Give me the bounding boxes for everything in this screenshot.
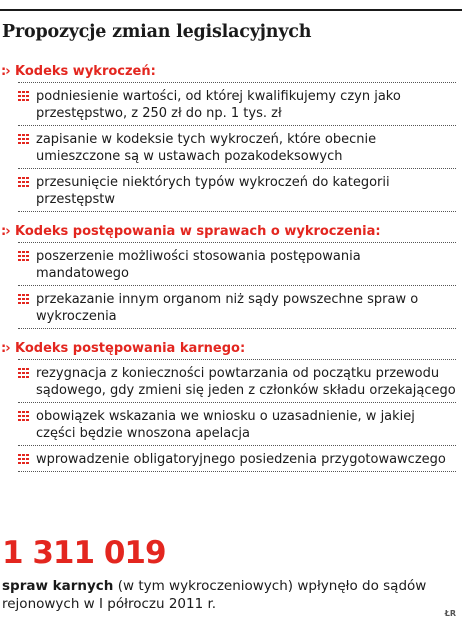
- author-initials: ŁR: [444, 609, 456, 618]
- list-item: [18, 242, 456, 285]
- page-title: Propozycje zmian legislacyjnych: [2, 22, 312, 42]
- bullet-grid-icon: [18, 177, 29, 187]
- section-kodeks-wykroczen: [0, 60, 440, 212]
- bullet-grid-icon: [18, 368, 29, 378]
- stat-number: 1 311 019: [2, 535, 166, 571]
- list-item: [18, 445, 456, 472]
- list-item: [18, 125, 456, 168]
- list-item-text: przekazanie innym organom niż sądy powszechne spraw o wykroczenia: [36, 292, 419, 324]
- bullet-grid-icon: [18, 411, 29, 421]
- bullet-grid-icon: [18, 454, 29, 464]
- section-heading: [0, 60, 440, 82]
- bullet-grid-icon: [18, 134, 29, 144]
- sections-container: [0, 60, 456, 480]
- section-kodeks-postepowania-karnego: [0, 337, 456, 472]
- list-item: [18, 168, 456, 212]
- bullet-grid-icon: [18, 251, 29, 261]
- top-rule: [0, 9, 462, 11]
- list-item-text: obowiązek wskazania we wniosku o uzasadnienie, w jakiej części będzie wnoszona apelacja: [36, 409, 415, 441]
- list-item-text: przesunięcie niektórych typów wykroczeń do kategorii przestępstw: [36, 175, 390, 207]
- arrow-icon: :›: [1, 223, 10, 239]
- stat-description: [2, 577, 442, 613]
- section-heading-text: Kodeks postępowania w sprawach o wykroczenia:: [15, 223, 381, 239]
- list-item-text: poszerzenie możliwości stosowania postępowania mandatowego: [36, 249, 361, 281]
- list-item-text: podniesienie wartości, od której kwalifikujemy czyn jako przestępstwo, z 250 zł do np. 1 tys. zł: [36, 89, 401, 121]
- section-heading-text: Kodeks postępowania karnego:: [15, 340, 246, 356]
- arrow-icon: :›: [1, 63, 10, 79]
- bullet-grid-icon: [18, 91, 29, 101]
- stat-bold-text: spraw karnych: [2, 578, 114, 594]
- section-heading: [0, 220, 440, 242]
- bullet-grid-icon: [18, 294, 29, 304]
- list-item-text: zapisanie w kodeksie tych wykroczeń, które obecnie umieszczone są w ustawach pozakodeksowych: [36, 132, 377, 164]
- arrow-icon: :›: [1, 340, 10, 356]
- section-kodeks-postepowania-wykroczenia: [0, 220, 440, 329]
- list-item-text: wprowadzenie obligatoryjnego posiedzenia przygotowawczego: [36, 452, 446, 467]
- stat-rest-text: (w tym wykroczeniowych) wpłynęło do sądów rejonowych w I półroczu 2011 r.: [2, 578, 427, 612]
- list-item-text: rezygnacja z konieczności powtarzania od początku przewodu sądowego, gdy zmieni się jeden z członków składu orzekającego: [36, 366, 456, 398]
- list-item: [18, 285, 456, 329]
- section-heading-text: Kodeks wykroczeń:: [15, 63, 156, 79]
- list-item: [18, 359, 456, 402]
- list-item: [18, 402, 456, 445]
- section-heading: [0, 337, 440, 359]
- list-item: [18, 82, 456, 125]
